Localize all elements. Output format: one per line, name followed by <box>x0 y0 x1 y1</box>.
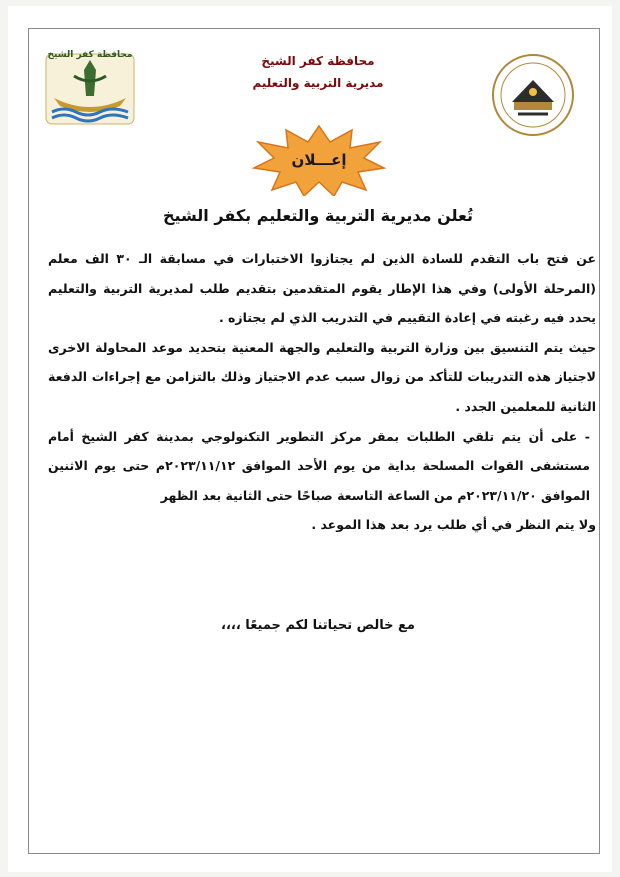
closing-greeting: مع خالص تحياتنا لكم جميعًا ،،،، <box>221 618 415 633</box>
announcement-body <box>48 244 596 540</box>
end-date: الاثنين الموافق ٢٠٢٣/١١/٢٠م <box>48 458 590 503</box>
directorate-name: مديرية التربية والتعليم <box>252 76 384 90</box>
paragraph-3-part-a: - على أن يتم تلقي الطلبات بمقر مركز التطوير التكنولوجي بمدينة كفر الشيخ أمام مستشفى القوات المسلحة بداية من يوم <box>48 428 590 474</box>
paragraph-1: عن فتح باب التقدم للسادة الذين لم يجتازوا الاختبارات في مسابقة الـ ٣٠ الف معلم (المرحلة الأولى) وفي هذا الإطار يقوم المتقدمين بتقديم طلب لمديرية التربية والتعليم يحدد فيه رغبته في إعادة التقييم في التدريب الذي لم يجتازه . <box>48 251 596 326</box>
header <box>208 50 428 94</box>
announcement-title: تُعلن مديرية التربية والتعليم بكفر الشيخ <box>162 206 474 225</box>
emblem-caption: محافظة كفر الشيخ <box>47 50 133 60</box>
announcement-label: إعـــلان <box>291 151 347 169</box>
paragraph-2: حيث يتم التنسيق بين وزارة التربية والتعليم والجهة المعنية بتحديد موعد المحاولة الاخرى لاجتياز هذه التدريبات للتأكد من زوال سبب عدم الاجتياز وذلك بالتزامن مع إجراءات الدفعة الثانية للمعلمين الجدد . <box>48 339 596 414</box>
paragraph-4: ولا يتم النظر في أي طلب يرد بعد هذا الموعد . <box>311 517 596 533</box>
directorate-seal-icon <box>490 52 576 138</box>
page <box>8 6 612 872</box>
governorate-name: محافظة كفر الشيخ <box>261 54 375 68</box>
paragraph-3 <box>48 422 596 511</box>
paragraph-3-part-c: من الساعة التاسعة صباحًا حتى الثانية بعد الظهر <box>160 487 458 503</box>
paragraph-3-part-b: حتى يوم <box>87 458 156 474</box>
start-date: الأحد الموافق ٢٠٢٣/١١/١٢م <box>155 458 328 474</box>
